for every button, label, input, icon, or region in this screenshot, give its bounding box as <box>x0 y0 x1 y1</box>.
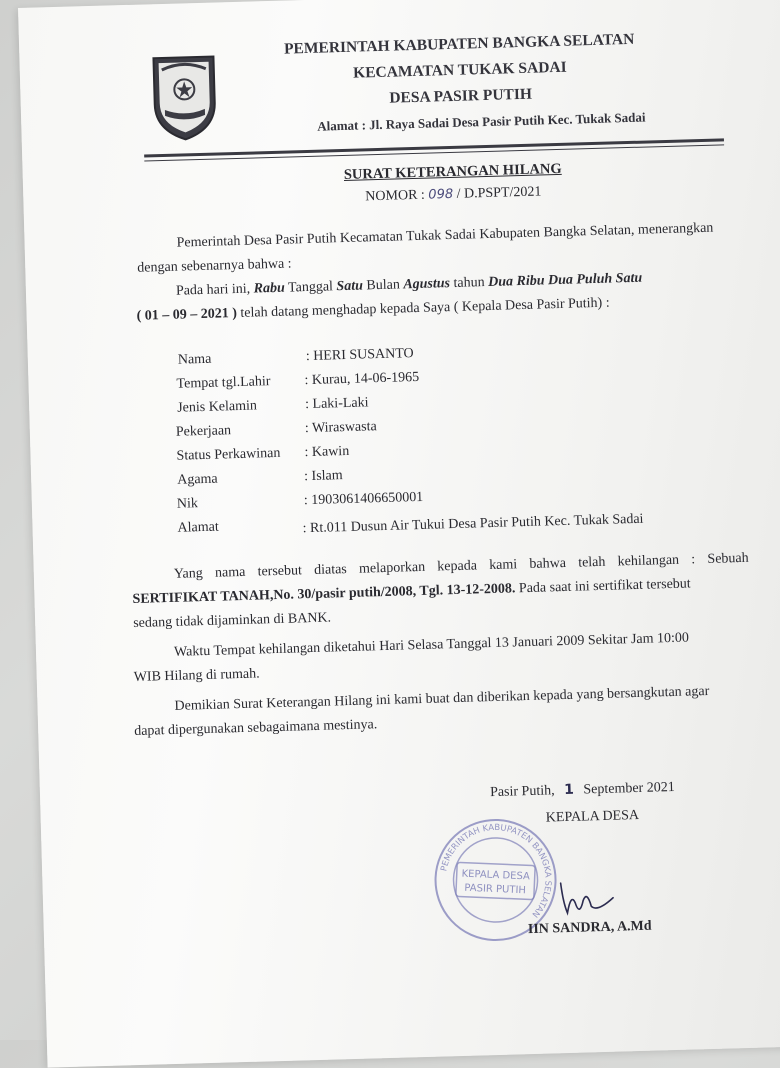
field-label-address: Alamat <box>177 519 220 536</box>
signature-place: Pasir Putih, <box>489 783 555 801</box>
header-village: DESA PASIR PUTIH <box>389 85 533 107</box>
field-value-birth: : Kurau, 14-06-1965 <box>304 369 420 389</box>
intro-line-1: Pemerintah Desa Pasir Putih Kecamatan Tukak Sadai Kabupaten Bangka Selatan, menerangkan <box>176 220 714 251</box>
intro-line-2: dengan sebenarnya bahwa : <box>137 256 292 276</box>
header-government: PEMERINTAH KABUPATEN BANGKA SELATAN <box>283 30 635 58</box>
signature-place-date <box>490 779 675 801</box>
intro-line-4 <box>136 296 609 325</box>
intro-month: Agustus <box>403 276 451 293</box>
field-label-nik: Nik <box>176 496 199 512</box>
intro-text: Tanggal <box>287 279 334 296</box>
header-district: KECAMATAN TUKAK SADAI <box>352 58 567 82</box>
letter-number-prefix: NOMOR : <box>365 187 429 205</box>
intro-numeric-date: ( 01 – 09 – 2021 ) <box>136 306 238 324</box>
time-line-1: Waktu Tempat kehilangan diketahui Hari Selasa Tanggal 13 Januari 2009 Sekitar Jam 10:00 <box>173 630 690 660</box>
field-value-marital: : Kawin <box>304 443 350 461</box>
field-label-gender: Jenis Kelamin <box>177 398 258 416</box>
signatory-name: IIN SANDRA, A.Md <box>527 918 652 938</box>
report-line-1: Yang nama tersebut diatas melaporkan kepada kami bahwa telah kehilangan : Sebuah <box>173 550 749 582</box>
intro-date: Satu <box>336 278 364 295</box>
letter-title: SURAT KETERANGAN HILANG <box>343 160 562 183</box>
field-value-religion: : Islam <box>303 468 343 485</box>
stamp-center-line-1: KEPALA DESA <box>461 868 531 883</box>
time-line-2: WIB Hilang di rumah. <box>133 666 260 686</box>
letter-number-handwritten: 098 <box>428 186 454 203</box>
closing-line-1: Demikian Surat Keterangan Hilang ini kami buat dan diberikan kepada yang bersangkutan agar <box>174 683 710 714</box>
letter-paper <box>18 0 780 1068</box>
letter-number-suffix: / D.PSPT/2021 <box>452 184 542 202</box>
header-address: Alamat : Jl. Raya Sadai Desa Pasir Putih Kec. Tukak Sadai <box>316 109 646 134</box>
signature-day-handwritten: 1 <box>563 781 575 799</box>
intro-day: Rabu <box>253 280 286 297</box>
field-label-birth: Tempat tgl.Lahir <box>176 374 271 392</box>
field-label-occupation: Pekerjaan <box>175 423 232 440</box>
intro-text: Bulan <box>366 277 401 294</box>
field-label-marital: Status Perkawinan <box>176 445 281 464</box>
header-divider-thick <box>144 138 724 157</box>
stamp-ring-text: PEMERINTAH KABUPATEN BANGKA SELATAN <box>439 822 553 920</box>
field-value-address: : Rt.011 Dusun Air Tukui Desa Pasir Putih Kec. Tukak Sadai <box>302 511 644 537</box>
closing-line-2: dapat dipergunakan sebagaimana mestinya. <box>134 717 378 740</box>
intro-line-3 <box>176 271 643 300</box>
field-value-nik: : 1903061406650001 <box>303 489 424 509</box>
handwritten-signature <box>552 871 623 923</box>
field-value-name: : HERI SUSANTO <box>305 346 414 365</box>
field-label-name: Nama <box>177 351 212 368</box>
lost-certificate-detail: SERTIFIKAT TANAH,No. 30/pasir putih/2008, Tgl. 13-12-2008. <box>132 581 516 608</box>
field-label-religion: Agama <box>177 471 218 488</box>
stamp-center-line-2: PASIR PUTIH <box>464 882 527 897</box>
intro-text: telah datang menghadap kepada Saya ( Kepala Desa Pasir Putih) : <box>236 295 610 322</box>
field-value-gender: : Laki-Laki <box>304 395 369 413</box>
field-value-occupation: : Wiraswasta <box>304 419 377 437</box>
intro-year: Dua Ribu Dua Puluh Satu <box>487 270 643 290</box>
report-text: Pada saat ini sertifikat tersebut <box>515 576 691 597</box>
report-line-3: sedang tidak dijaminkan di BANK. <box>133 610 332 632</box>
signature-position: KEPALA DESA <box>545 807 640 826</box>
intro-text: tahun <box>453 275 485 291</box>
intro-text: Pada hari ini, <box>175 281 251 299</box>
signature-month-year: September 2021 <box>583 779 675 798</box>
